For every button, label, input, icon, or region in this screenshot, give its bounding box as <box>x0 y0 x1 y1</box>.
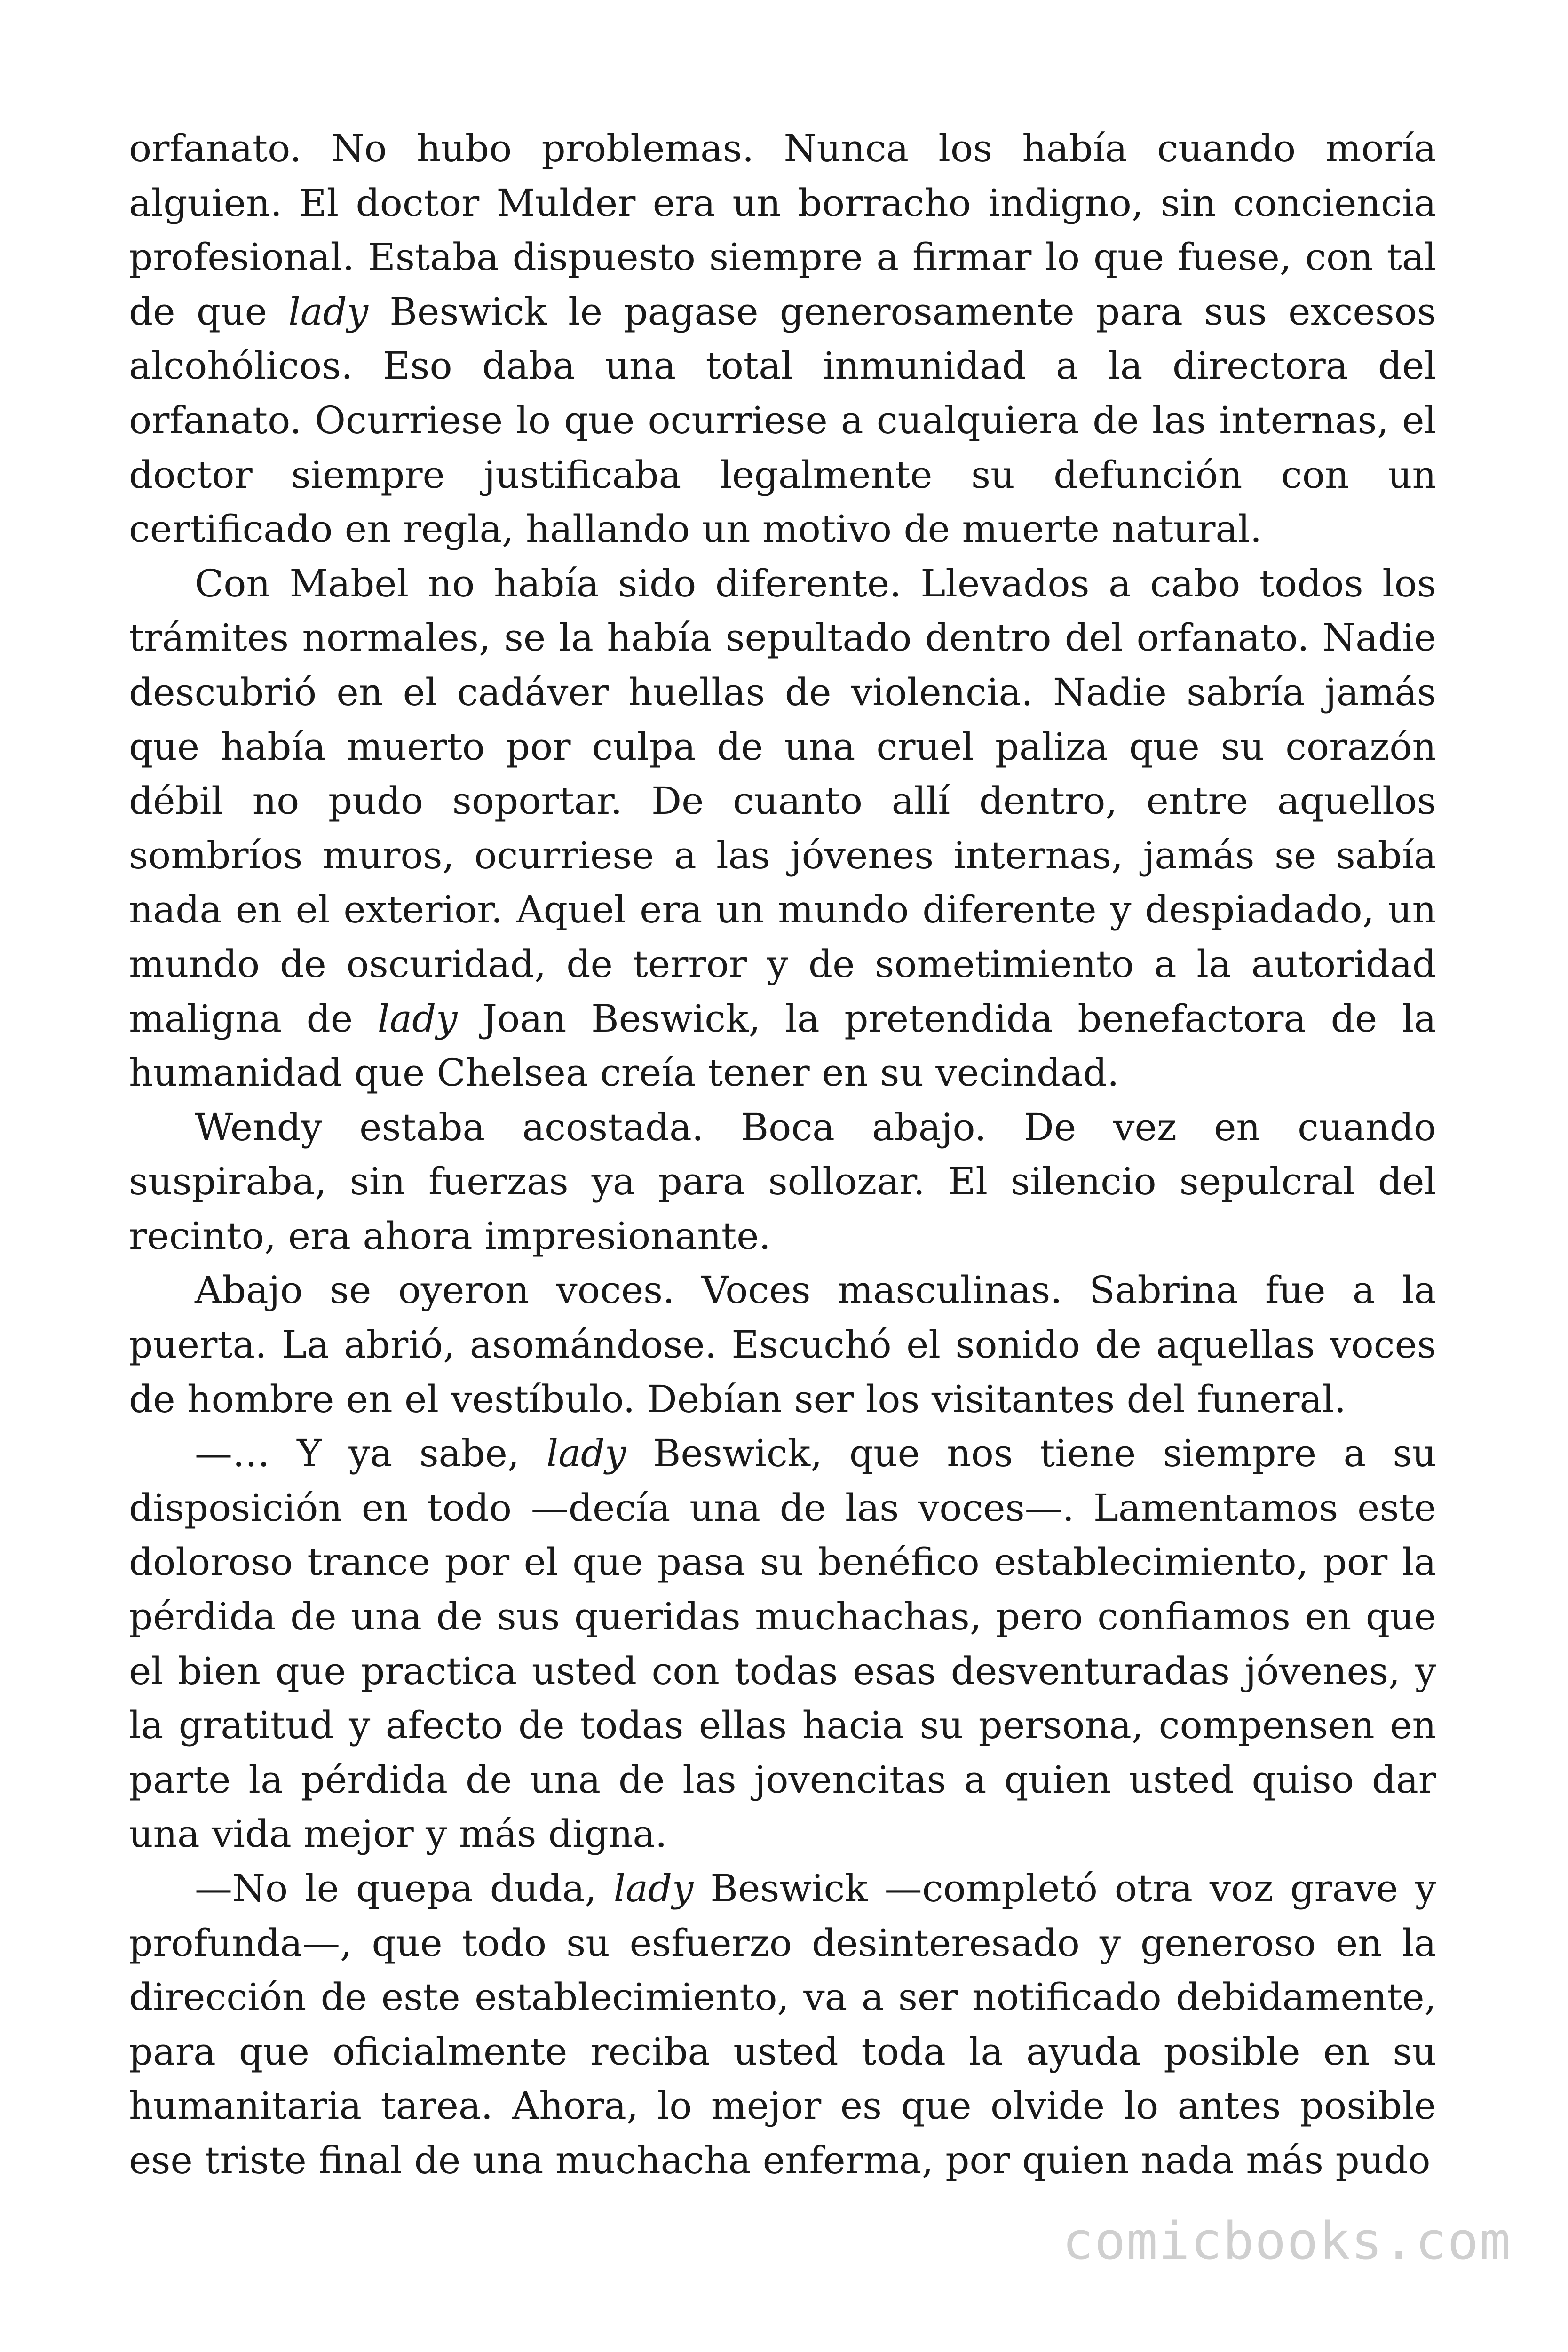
italic-run: lady <box>546 1431 626 1476</box>
paragraph <box>129 1426 1436 1861</box>
paragraph <box>129 121 1436 556</box>
text-run: Beswick —completó otra voz grave y profunda—, que todo su esfuerzo desinteresado y generoso en la dirección de este establecimiento, va a ser notificado debidamente, para que oficialmente reciba usted toda la ayuda posible en su humanitaria tarea. Ahora, lo mejor es que olvide lo antes posible ese triste final de una muchacha enferma, por quien nada más pudo <box>129 1867 1437 2182</box>
watermark: comicbooks.com <box>1062 2211 1512 2271</box>
text-run: Beswick, que nos tiene siempre a su disposición en todo —decía una de las voces—. Lamentamos este doloroso trance por el que pasa su benéfico establecimiento, por la pérdida de una de sus queridas muchachas, pero confiamos en que el bien que practica usted con todas esas desventuradas jóvenes, y la gratitud y afecto de todas ellas hacia su persona, compensen en parte la pérdida de una de las jovencitas a quien usted quiso dar una vida mejor y más digna. <box>129 1431 1437 1856</box>
text-run: —… Y ya sabe, <box>195 1431 546 1476</box>
text-body <box>129 121 1436 2188</box>
text-run: Beswick le pagase generosamente para sus excesos alcohólicos. Eso daba una total inmunidad a la directora del orfanato. Ocurriese lo que ocurriese a cualquiera de las internas, el doctor siempre justificaba legalmente su defunción con un certificado en regla, hallando un motivo de muerte natural. <box>129 289 1436 551</box>
paragraph <box>129 556 1436 1100</box>
italic-run: lady <box>288 289 368 334</box>
italic-run: lady <box>613 1867 694 1910</box>
paragraph <box>129 1263 1436 1426</box>
paragraph <box>129 1100 1436 1263</box>
text-run: Wendy estaba acostada. Boca abajo. De vez en cuando suspiraba, sin fuerzas ya para sollozar. El silencio sepulcral del recinto, era ahora impresionante. <box>129 1105 1436 1258</box>
text-run: Abajo se oyeron voces. Voces masculinas. Sabrina fue a la puerta. La abrió, asomándose. Escuchó el sonido de aquellas voces de hombre en el vestíbulo. Debían ser los visitantes del funeral. <box>129 1268 1436 1421</box>
text-run: —No le quepa duda, <box>195 1867 614 1910</box>
text-run: Con Mabel no había sido diferente. Llevados a cabo todos los trámites normales, se la había sepultado dentro del orfanato. Nadie descubrió en el cadáver huellas de violencia. Nadie sabría jamás que había muerto por culpa de una cruel paliza que su corazón débil no pudo soportar. De cuanto allí dentro, entre aquellos sombríos muros, ocurriese a las jóvenes internas, jamás se sabía nada en el exterior. Aquel era un mundo diferente y despiadado, un mundo de oscuridad, de terror y de sometimiento a la autoridad maligna de <box>129 561 1436 1041</box>
text-run: Joan Beswick, la pretendida benefactora de la humanidad que Chelsea creía tener en su vecindad. <box>129 996 1436 1095</box>
text-run: orfanato. No hubo problemas. Nunca los había cuando moría alguien. El doctor Mulder era un borracho indigno, sin conciencia profesional. Estaba dispuesto siempre a firmar lo que fuese, con tal de que <box>129 127 1436 334</box>
paragraph <box>129 1861 1436 2188</box>
italic-run: lady <box>377 996 458 1041</box>
